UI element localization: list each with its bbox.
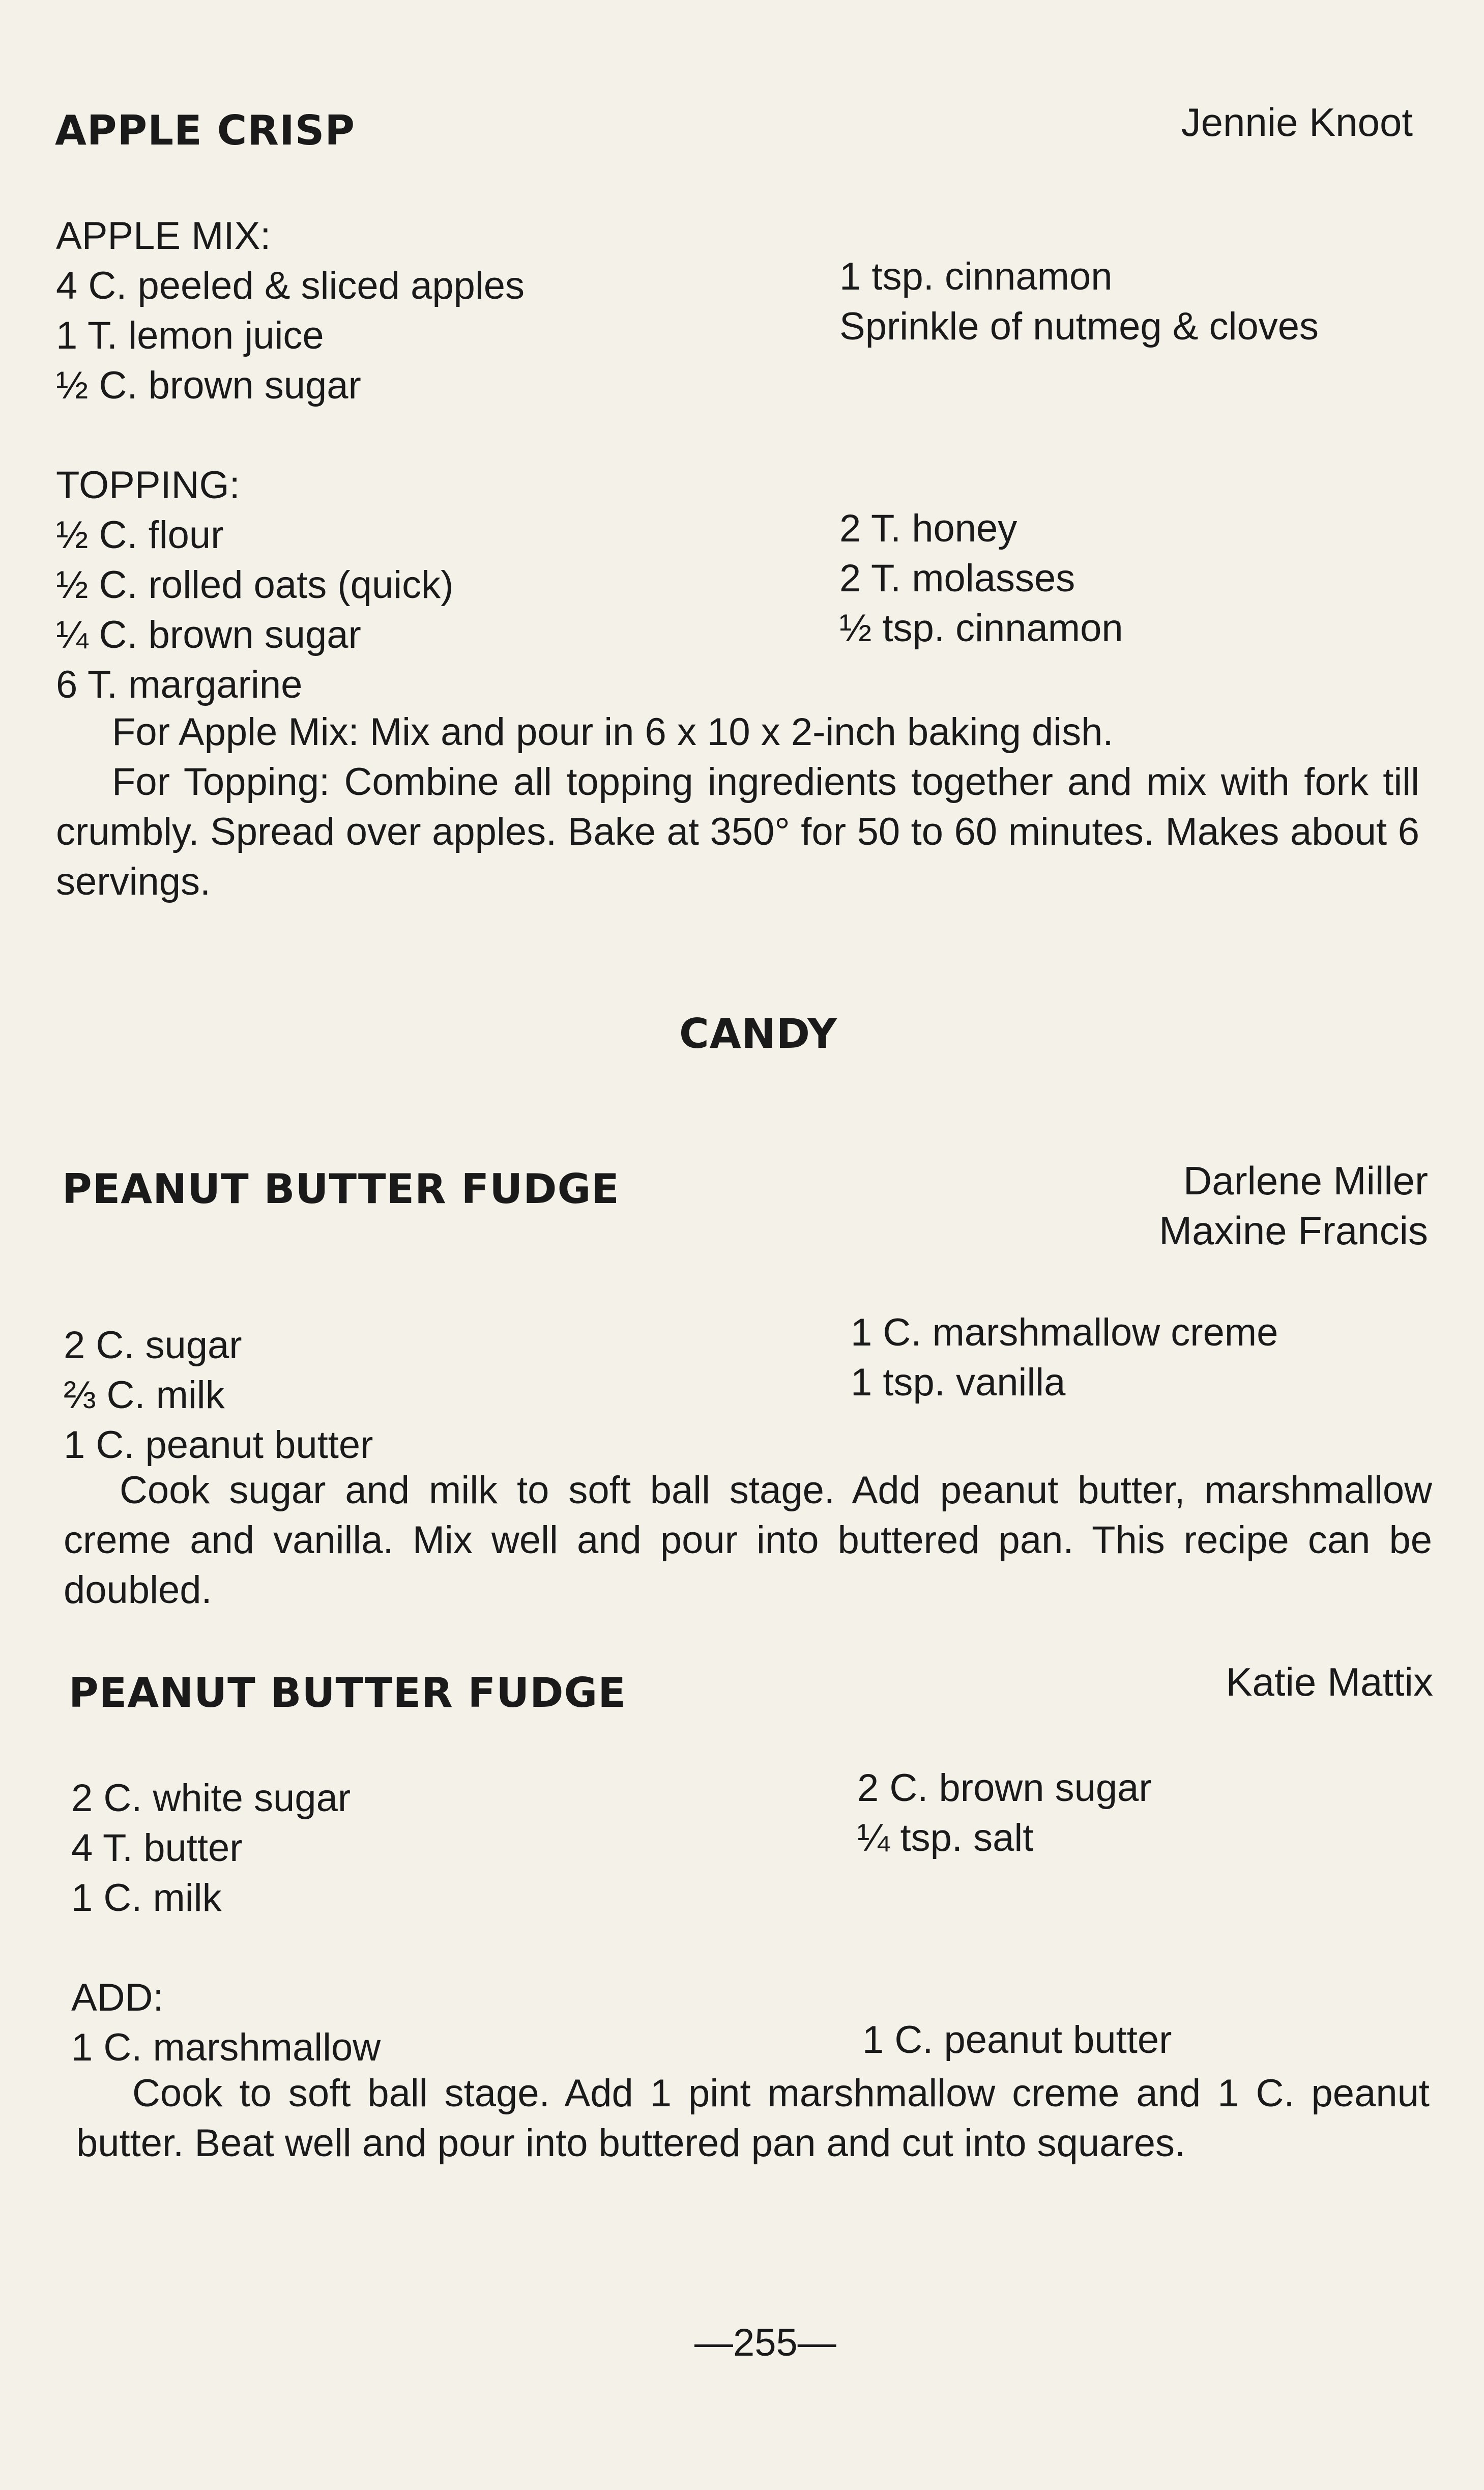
ingredient-pbf2-3: 1 C. milk <box>71 1876 222 1920</box>
add-heading: ADD: <box>71 1976 164 2019</box>
ingredient-apple-1: 4 C. peeled & sliced apples <box>56 264 525 307</box>
pb-fudge-2-directions: Cook to soft ball stage. Add 1 pint marshmallow creme and 1 C. peanut butter. Beat well and pour into buttered pan and cut into squares. <box>76 2072 1430 2165</box>
apple-crisp-direction-1: For Apple Mix: Mix and pour in 6 x 10 x 2-inch baking dish. <box>112 710 1114 754</box>
recipe-author-pb-fudge-1a: Darlene Miller <box>1183 1158 1428 1203</box>
page-number: —255— <box>694 2321 836 2364</box>
pb-fudge-1-directions: Cook sugar and milk to soft ball stage. Add peanut butter, marshmallow creme and vanilla. Mix well and pour into buttered pan. This recipe can be doubled. <box>64 1469 1432 1612</box>
ingredient-apple-2: 1 T. lemon juice <box>56 314 324 357</box>
ingredient-topping-5: 2 T. honey <box>839 507 1017 550</box>
ingredient-topping-3: ¼ C. brown sugar <box>56 613 361 656</box>
ingredient-apple-4: 1 tsp. cinnamon <box>839 255 1113 298</box>
ingredient-pbf2-2: 4 T. butter <box>71 1826 243 1870</box>
ingredient-pbf2-add-1: 1 C. marshmallow <box>71 2026 381 2069</box>
ingredient-topping-2: ½ C. rolled oats (quick) <box>56 563 454 607</box>
ingredient-pbf2-1: 2 C. white sugar <box>71 1777 351 1820</box>
ingredient-topping-4: 6 T. margarine <box>56 663 303 706</box>
recipe-author-pb-fudge-2: Katie Mattix <box>1226 1659 1433 1704</box>
recipe-title-pb-fudge-2: PEANUT BUTTER FUDGE <box>69 1669 626 1716</box>
ingredient-topping-6: 2 T. molasses <box>839 557 1075 600</box>
section-heading-candy: CANDY <box>679 1010 838 1057</box>
ingredient-apple-3: ½ C. brown sugar <box>56 364 361 407</box>
ingredient-apple-5: Sprinkle of nutmeg & cloves <box>839 305 1319 348</box>
recipe-title-apple-crisp: APPLE CRISP <box>55 107 355 154</box>
apple-mix-heading: APPLE MIX: <box>56 214 271 257</box>
recipe-title-pb-fudge-1: PEANUT BUTTER FUDGE <box>62 1165 620 1213</box>
topping-heading: TOPPING: <box>56 464 240 507</box>
ingredient-pbf1-1: 2 C. sugar <box>64 1324 242 1367</box>
recipe-author-apple-crisp: Jennie Knoot <box>1181 100 1413 145</box>
ingredient-pbf1-4: 1 C. marshmallow creme <box>851 1311 1278 1354</box>
ingredient-pbf1-5: 1 tsp. vanilla <box>851 1361 1066 1404</box>
ingredient-pbf1-3: 1 C. peanut butter <box>64 1423 373 1467</box>
apple-crisp-direction-2: For Topping: Combine all topping ingredients together and mix with fork till crumbly. Spread over apples. Bake at 350° for 50 to 60 minutes. Makes about 6 servings. <box>56 760 1419 903</box>
ingredient-pbf1-2: ⅔ C. milk <box>64 1373 225 1417</box>
ingredient-topping-7: ½ tsp. cinnamon <box>839 607 1123 650</box>
ingredient-pbf2-add-2: 1 C. peanut butter <box>862 2018 1172 2062</box>
ingredient-topping-1: ½ C. flour <box>56 513 224 557</box>
ingredient-pbf2-4: 2 C. brown sugar <box>857 1766 1152 1810</box>
recipe-author-pb-fudge-1b: Maxine Francis <box>1159 1208 1428 1253</box>
ingredient-pbf2-5: ¼ tsp. salt <box>857 1816 1034 1859</box>
